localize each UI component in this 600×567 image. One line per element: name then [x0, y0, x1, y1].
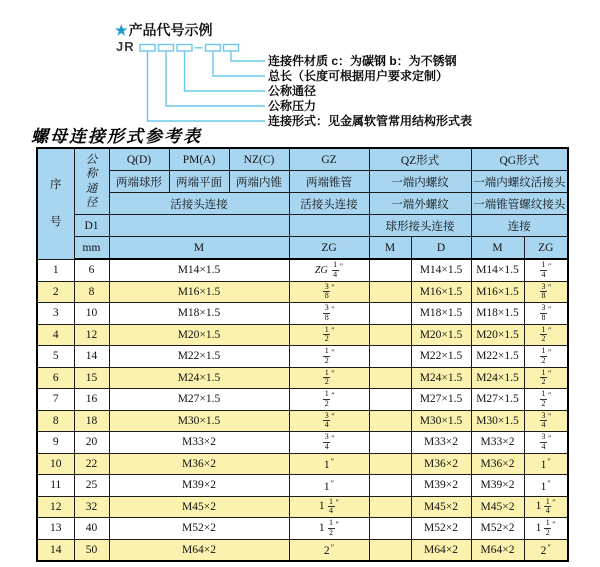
header-m-main: M [109, 237, 289, 260]
cell-qz-d: M30×1.5 [411, 410, 471, 432]
header-pm-a: PM(A) [169, 148, 229, 171]
table-row [37, 453, 568, 475]
table-row [37, 539, 568, 561]
header-row-2 [37, 171, 568, 193]
header-zg-main: ZG [289, 237, 369, 260]
cell-gz-zg: $\frac{1}{2}$ ″ [289, 324, 369, 346]
cell-qz-d: M27×1.5 [411, 389, 471, 411]
cell-seq: 9 [37, 432, 74, 454]
cell-qz-m [369, 259, 411, 281]
cell-qz-m [369, 475, 411, 497]
nut-connection-table [36, 147, 569, 562]
cell-qg-zg: $\frac{3}{4}$ ″ [524, 410, 568, 432]
cell-gz-zg: 1 $\frac{1}{4}$ ″ [289, 496, 369, 518]
cell-dn: 14 [74, 346, 109, 368]
cell-m: M16×1.5 [109, 281, 289, 303]
header-qz-m: M [369, 237, 411, 260]
header-blank-gz [289, 215, 369, 237]
cell-qz-m [369, 324, 411, 346]
cell-qz-m [369, 453, 411, 475]
cell-qg-zg: $\frac{1}{2}$ ″ [524, 367, 568, 389]
cell-qz-d: M39×2 [411, 475, 471, 497]
header-qg-desc2: 一端锥管螺纹接头 [471, 193, 568, 215]
cell-qg-zg: $\frac{3}{8}$ ″ [524, 303, 568, 325]
callout-line-4 [166, 51, 265, 106]
callout-line-1 [231, 51, 265, 61]
header-nz-c: NZ(C) [229, 148, 289, 171]
cell-m: M45×2 [109, 496, 289, 518]
cell-gz-zg: $\frac{3}{8}$ ″ [289, 303, 369, 325]
cell-qg-m: M27×1.5 [471, 389, 524, 411]
cell-seq: 2 [37, 281, 74, 303]
cell-m: M20×1.5 [109, 324, 289, 346]
header-d1: D1 [74, 215, 109, 237]
code-box-4 [206, 45, 221, 52]
cell-qz-d: M18×1.5 [411, 303, 471, 325]
table-row [37, 389, 568, 411]
cell-qg-m: M39×2 [471, 475, 524, 497]
cell-qz-d: M20×1.5 [411, 324, 471, 346]
cell-qz-d: M52×2 [411, 518, 471, 540]
cell-gz-zg: $\frac{1}{2}$ ″ [289, 346, 369, 368]
cell-qz-m [369, 346, 411, 368]
header-nominal-diameter: 公称通径 [74, 148, 109, 215]
cell-qg-zg: 1″ [524, 475, 568, 497]
table-row [37, 518, 568, 540]
cell-m: M39×2 [109, 475, 289, 497]
callout-line-3 [185, 51, 266, 91]
header-qg-zg: ZG [524, 237, 568, 260]
cell-dn: 32 [74, 496, 109, 518]
cell-qg-m: M16×1.5 [471, 281, 524, 303]
cell-qz-m [369, 410, 411, 432]
header-row-4 [37, 215, 568, 237]
cell-qz-d: M22×1.5 [411, 346, 471, 368]
table-row [37, 367, 568, 389]
cell-qg-zg: $\frac{1}{2}$ ″ [524, 389, 568, 411]
table-row [37, 346, 568, 368]
cell-m: M33×2 [109, 432, 289, 454]
cell-dn: 6 [74, 259, 109, 281]
table-title: 螺母连接形式参考表 [31, 127, 202, 146]
cell-dn: 8 [74, 281, 109, 303]
cell-m: M22×1.5 [109, 346, 289, 368]
table-row [37, 259, 568, 281]
cell-qg-zg: 1″ [524, 453, 568, 475]
cell-qz-d: M14×1.5 [411, 259, 471, 281]
cell-seq: 7 [37, 389, 74, 411]
table-row [37, 410, 568, 432]
header-gz-desc: 两端锥管 [289, 171, 369, 193]
cell-qg-zg: $\frac{1}{2}$ ″ [524, 346, 568, 368]
cell-m: M52×2 [109, 518, 289, 540]
cell-gz-zg: $\frac{1}{2}$ ″ [289, 389, 369, 411]
header-qz-desc1: 一端内螺纹 [369, 171, 471, 193]
cell-qg-zg: 1 $\frac{1}{2}$ ″ [524, 518, 568, 540]
cell-m: M27×1.5 [109, 389, 289, 411]
code-box-3 [177, 45, 192, 52]
cell-m: M14×1.5 [109, 259, 289, 281]
cell-seq: 12 [37, 496, 74, 518]
header-nz-desc: 两端内锥 [229, 171, 289, 193]
cell-seq: 1 [37, 259, 74, 281]
cell-seq: 11 [37, 475, 74, 497]
cell-gz-zg: 1″ [289, 453, 369, 475]
cell-qg-m: M24×1.5 [471, 367, 524, 389]
cell-dn: 15 [74, 367, 109, 389]
cell-seq: 6 [37, 367, 74, 389]
header-q-d: Q(D) [109, 148, 169, 171]
cell-qg-m: M20×1.5 [471, 324, 524, 346]
callout-line-2 [213, 51, 265, 76]
product-code-example-text: 产品代号示例 [128, 22, 213, 38]
cell-qz-m [369, 518, 411, 540]
cell-qg-zg: $\frac{1}{4}$ ″ [524, 259, 568, 281]
cell-qg-m: M45×2 [471, 496, 524, 518]
cell-gz-zg: $\frac{3}{8}$ ″ [289, 281, 369, 303]
cell-seq: 8 [37, 410, 74, 432]
cell-seq: 14 [37, 539, 74, 561]
table-header [37, 148, 568, 259]
cell-qz-d: M64×2 [411, 539, 471, 561]
cell-m: M64×2 [109, 539, 289, 561]
cell-dn: 18 [74, 410, 109, 432]
cell-gz-zg: 1 $\frac{1}{2}$ ″ [289, 518, 369, 540]
cell-m: M30×1.5 [109, 410, 289, 432]
cell-qz-m [369, 367, 411, 389]
header-row-1 [37, 148, 568, 171]
cell-gz-zg: ZG $\frac{1}{4}$ ″ [289, 259, 369, 281]
cell-qz-m [369, 389, 411, 411]
cell-dn: 10 [74, 303, 109, 325]
table-body [37, 259, 568, 561]
cell-dn: 20 [74, 432, 109, 454]
cell-gz-zg: $\frac{1}{2}$ ″ [289, 367, 369, 389]
cell-seq: 10 [37, 453, 74, 475]
cell-qg-zg: 2″ [524, 539, 568, 561]
cell-qg-m: M30×1.5 [471, 410, 524, 432]
header-qg-desc1: 一端内螺纹活接头 [471, 171, 568, 193]
cell-m: M24×1.5 [109, 367, 289, 389]
cell-dn: 25 [74, 475, 109, 497]
cell-gz-zg: 1″ [289, 475, 369, 497]
cell-qz-m [369, 539, 411, 561]
cell-dn: 40 [74, 518, 109, 540]
header-qz-form: QZ形式 [369, 148, 471, 171]
code-box-1 [140, 45, 155, 52]
cell-qg-m: M52×2 [471, 518, 524, 540]
table-row [37, 281, 568, 303]
header-row-3 [37, 193, 568, 215]
cell-gz-zg: $\frac{3}{4}$ ″ [289, 432, 369, 454]
star-icon: ★ [115, 22, 128, 38]
cell-qg-zg: $\frac{3}{8}$ ″ [524, 281, 568, 303]
cell-qz-d: M24×1.5 [411, 367, 471, 389]
header-qg-form: QG形式 [471, 148, 568, 171]
cell-qg-zg: 1 $\frac{1}{4}$ ″ [524, 496, 568, 518]
product-code-example-title [115, 20, 213, 40]
cell-gz-zg: 2″ [289, 539, 369, 561]
cell-qg-m: M22×1.5 [471, 346, 524, 368]
header-qg-connection: 连接 [471, 215, 568, 237]
cell-seq: 13 [37, 518, 74, 540]
cell-qz-m [369, 496, 411, 518]
code-prefix-label: JR [116, 39, 135, 54]
cell-dn: 12 [74, 324, 109, 346]
cell-seq: 5 [37, 346, 74, 368]
cell-qg-m: M18×1.5 [471, 303, 524, 325]
header-qg-m: M [471, 237, 524, 260]
callout-label-total-length: 总长（长度可根据用户要求定制） [268, 69, 449, 83]
cell-qz-d: M36×2 [411, 453, 471, 475]
header-gz: GZ [289, 148, 369, 171]
cell-qz-d: M45×2 [411, 496, 471, 518]
header-blank-main [109, 215, 289, 237]
header-row-5 [37, 237, 568, 260]
cell-dn: 16 [74, 389, 109, 411]
callout-label-material: 连接件材质 c：为碳钢 b：为不锈钢 [268, 54, 457, 68]
table-row [37, 324, 568, 346]
cell-qz-d: M33×2 [411, 432, 471, 454]
cell-dn: 22 [74, 453, 109, 475]
cell-m: M18×1.5 [109, 303, 289, 325]
cell-dn: 50 [74, 539, 109, 561]
code-box-2 [159, 45, 174, 52]
cell-qg-zg: $\frac{3}{4}$ ″ [524, 432, 568, 454]
header-qz-d: D [411, 237, 471, 260]
cell-qg-m: M14×1.5 [471, 259, 524, 281]
table-row [37, 496, 568, 518]
header-q-desc: 两端球形 [109, 171, 169, 193]
table-row [37, 432, 568, 454]
callout-label-nominal-pressure: 公称压力 [268, 99, 317, 113]
header-pm-desc: 两端平面 [169, 171, 229, 193]
cell-qz-m [369, 281, 411, 303]
cell-gz-zg: $\frac{3}{4}$ ″ [289, 410, 369, 432]
cell-qz-m [369, 432, 411, 454]
cell-qz-d: M16×1.5 [411, 281, 471, 303]
table-row [37, 475, 568, 497]
header-qz-desc2: 一端外螺纹 [369, 193, 471, 215]
table-row [37, 303, 568, 325]
cell-qg-m: M33×2 [471, 432, 524, 454]
cell-qg-m: M64×2 [471, 539, 524, 561]
cell-seq: 4 [37, 324, 74, 346]
header-gz-connection: 活接头连接 [289, 193, 369, 215]
cell-seq: 3 [37, 303, 74, 325]
cell-qz-m [369, 303, 411, 325]
callout-label-nominal-diameter: 公称通径 [268, 84, 317, 98]
cell-m: M36×2 [109, 453, 289, 475]
cell-qg-zg: $\frac{1}{2}$ ″ [524, 324, 568, 346]
code-box-5 [224, 45, 239, 52]
cell-qg-m: M36×2 [471, 453, 524, 475]
header-mm: mm [74, 237, 109, 260]
header-seq: 序号 [37, 148, 74, 259]
header-union-connection: 活接头连接 [109, 193, 289, 215]
header-qz-connection: 球形接头连接 [369, 215, 471, 237]
callout-label-connection-type: 连接形式：见金属软管常用结构形式表 [268, 114, 473, 128]
